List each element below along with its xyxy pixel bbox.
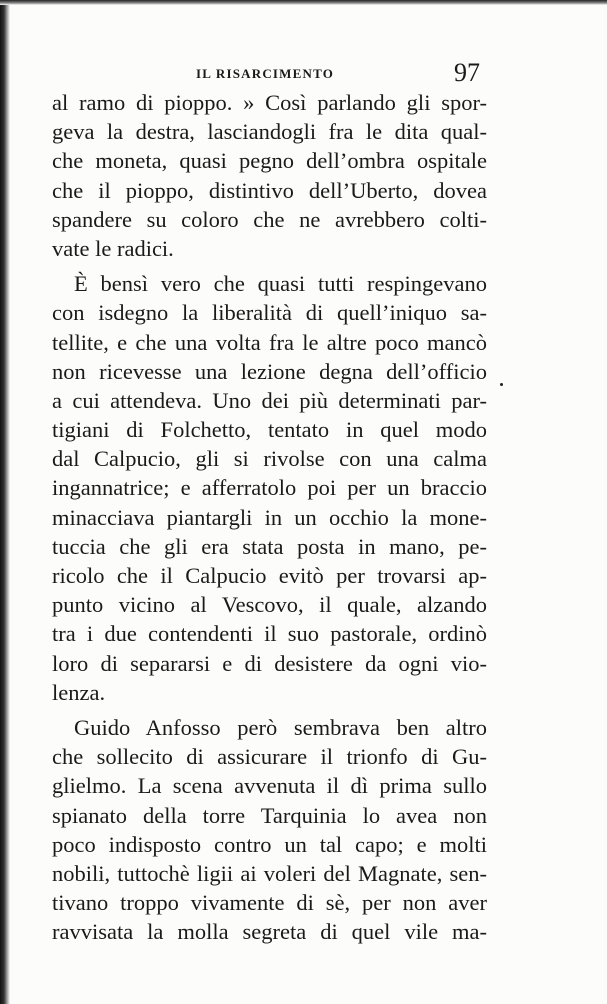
text-line: punto vicino al Vescovo, il quale, alzando [52,592,487,618]
page-edge-left [0,0,10,1004]
text-line: dal Calpucio, gli si rivolse con una calma [52,446,487,472]
text-line: tuccia che gli era stata posta in mano, pe- [52,533,487,559]
text-line: ingannatrice; e afferratolo poi per un braccio [52,475,487,501]
text-line: È bensì vero che quasi tutti respingevano [74,271,487,297]
text-line: nobili, tuttochè ligii ai voleri del Magnate, sen- [52,860,487,886]
text-line: minacciava piantargli in un occhio la mone- [52,504,487,530]
text-line: non ricevesse una lezione degna dell’officio [52,358,487,384]
page-number: 97 [454,58,480,87]
text-line: che sollecito di assicurare il trionfo di Gu- [52,744,487,770]
paragraph [52,88,487,263]
ink-speck [500,383,503,386]
text-line: spandere su coloro che ne avrebbero colti- [52,206,487,232]
text-line: tigiani di Folchetto, tentato in quel modo [52,417,487,443]
text-line: ricolo che il Calpucio evitò per trovarsi ap- [52,563,487,588]
text-line: loro di separarsi e di desistere da ogni vio- [52,650,487,676]
text-line: tellite, e che una volta fra le altre poco mancò [52,329,487,355]
text-line: a cui attendeva. Uno dei più determinati par- [52,387,487,413]
text-line: Guido Anfosso però sembrava ben altro [74,714,487,740]
running-head-title: IL RISARCIMENTO [196,66,335,81]
paragraph [52,269,487,707]
text-line: al ramo di pioppo. » Così parlando gli spor- [52,90,487,115]
text-line: tra i due contendenti il suo pastorale, ordinò [52,621,487,647]
text-line: che il pioppo, distintivo dell’Uberto, dovea [52,177,487,203]
text-line: glielmo. La scena avvenuta il dì prima sullo [52,773,487,799]
paragraph [52,713,487,947]
text-line: tivano troppo vivamente di sè, per non aver [52,890,487,916]
text-line: ravvisata la molla segreta di quel vile ma- [52,919,487,945]
page-edge-top [0,0,607,5]
text-line: con isdegno la liberalità di quell’iniquo sa- [52,300,487,326]
text-line: geva la destra, lasciandogli fra le dita qual- [52,119,487,145]
body-text [52,88,487,946]
text-line: che moneta, quasi pegno dell’ombra ospitale [52,148,487,174]
text-line: vate le radici. [52,235,174,261]
text-line: lenza. [52,679,106,705]
text-line: poco indisposto contro un tal capo; e molti [52,831,487,857]
text-line: spianato della torre Tarquinia lo avea non [52,802,487,828]
